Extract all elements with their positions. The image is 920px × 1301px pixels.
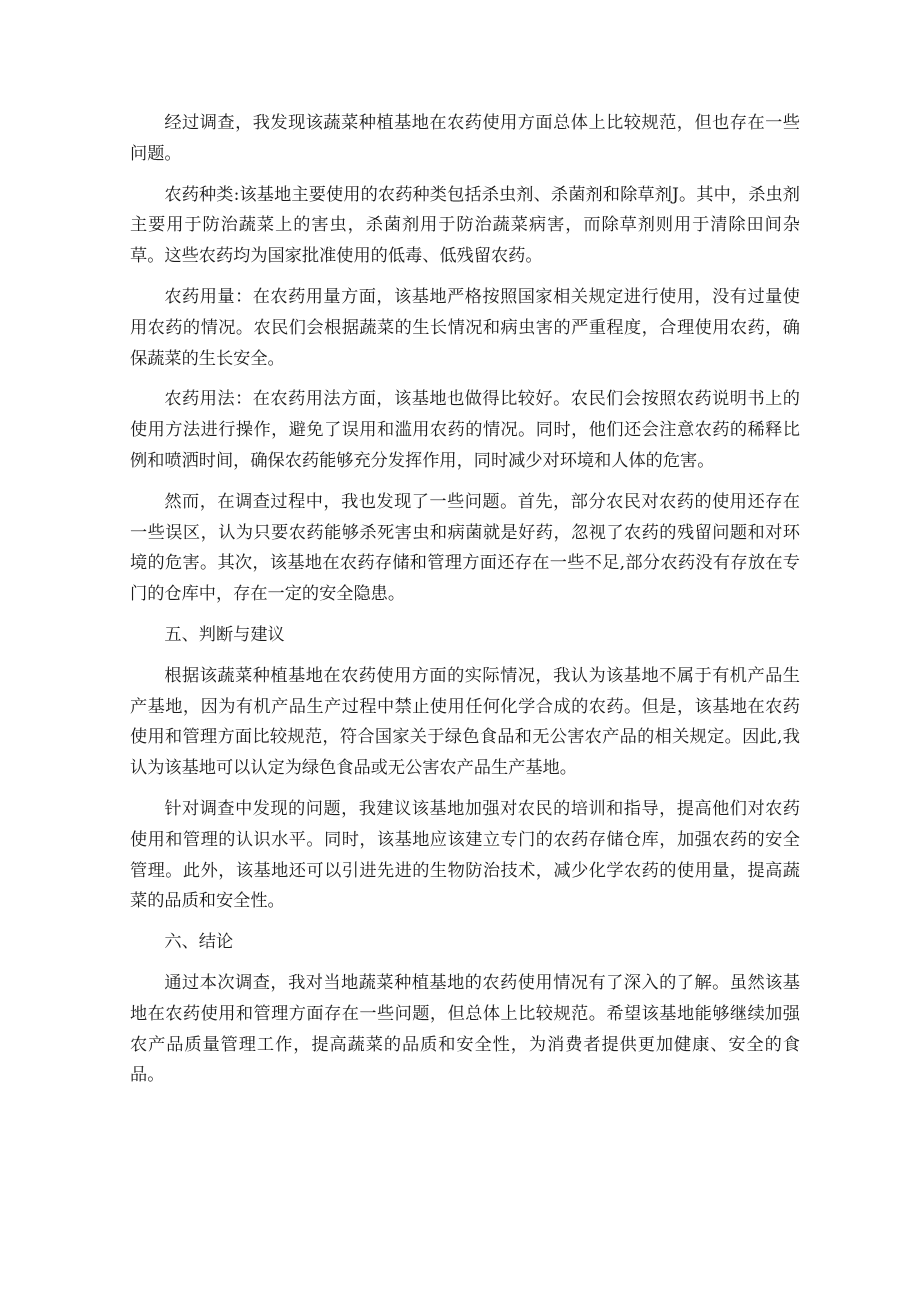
paragraph-judgement: 根据该蔬菜种植基地在农药使用方面的实际情况，我认为该基地不属于有机产品生产基地，因为有机产品生产过程中禁止使用任何化学合成的农药。但是，该基地在农药使用和管理方面比较规范，符合国家关于绿色食品和无公害农产品的相关规定。因此,我认为该基地可以认定为绿色食品或无公害农产品生产基地。 bbox=[130, 665, 800, 779]
paragraph-survey-summary: 经过调查，我发现该蔬菜种植基地在农药使用方面总体上比较规范，但也存在一些问题。 bbox=[130, 113, 800, 164]
document-page bbox=[130, 108, 800, 1101]
paragraph-pesticide-usage: 农药用法：在农药用法方面，该基地也做得比较好。农民们会按照农药说明书上的使用方法进行操作，避免了误用和滥用农药的情况。同时，他们还会注意农药的稀释比例和喷洒时间，确保农药能够充分发挥作用，同时减少对环境和人体的危害。 bbox=[130, 389, 800, 471]
paragraph-pesticide-dosage: 农药用量：在农药用量方面，该基地严格按照国家相关规定进行使用，没有过量使用农药的情况。农民们会根据蔬菜的生长情况和病虫害的严重程度，合理使用农药，确保蔬菜的生长安全。 bbox=[130, 286, 800, 369]
paragraph-suggestions: 针对调查中发现的问题，我建议该基地加强对农民的培训和指导，提高他们对农药使用和管理的认识水平。同时，该基地应该建立专门的农药存储仓库，加强农药的安全管理。此外，该基地还可以引进先进的生物防治技术，减少化学农药的使用量，提高蔬菜的品质和安全性。 bbox=[130, 798, 800, 912]
section-heading-judgement: 五、判断与建议 bbox=[164, 624, 285, 645]
section-heading-conclusion: 六、结论 bbox=[164, 932, 234, 953]
paragraph-problems: 然而，在调查过程中，我也发现了一些问题。首先，部分农民对农药的使用还存在一些误区，认为只要农药能够杀死害虫和病菌就是好药，忽视了农药的残留问题和对环境的危害。其次，该基地在农药存储和管理方面还存在一些不足,部分农药没有存放在专门的仓库中，存在一定的安全隐患。 bbox=[130, 491, 800, 605]
paragraph-pesticide-types: 农药种类:该基地主要使用的农药种类包括杀虫剂、杀菌剂和除草剂J。其中，杀虫剂主要用于防治蔬菜上的害虫，杀菌剂用于防治蔬菜病害，而除草剂则用于清除田间杂草。这些农药均为国家批准使用的低毒、低残留农药。 bbox=[130, 184, 800, 267]
paragraph-conclusion: 通过本次调查，我对当地蔬菜种植基地的农药使用情况有了深入的了解。虽然该基地在农药使用和管理方面存在一些问题，但总体上比较规范。希望该基地能够继续加强农产品质量管理工作，提高蔬菜的品质和安全性，为消费者提供更加健康、安全的食品。 bbox=[130, 972, 800, 1086]
